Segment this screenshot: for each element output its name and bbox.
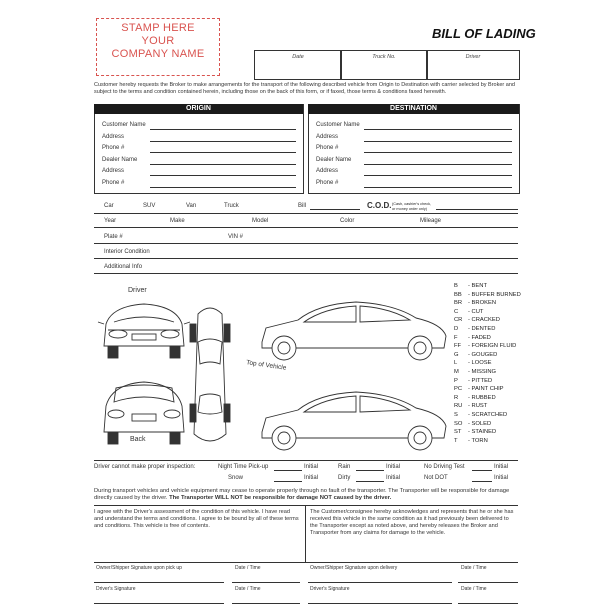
damage-code-item: F - FADED <box>454 334 491 341</box>
no-driving-initial: Initial <box>494 464 509 470</box>
night-initial: Initial <box>304 464 319 470</box>
driver-sig-right-label: Driver's Signature <box>310 586 350 592</box>
type-van[interactable]: Van <box>186 203 197 209</box>
damage-code-item: R - RUBBED <box>454 394 496 401</box>
rain-label: Rain <box>338 464 351 470</box>
driver-view-label: Driver <box>128 287 147 294</box>
origin-field-line[interactable] <box>150 164 296 165</box>
damage-code-label: BENT <box>471 283 488 289</box>
dirty-initial: Initial <box>386 475 401 481</box>
no-driving-label: No Driving Test <box>424 464 465 470</box>
truck-label: Truck No. <box>372 54 396 60</box>
destination-field-label: Dealer Name <box>316 156 352 163</box>
damage-code-item: PC - PAINT CHIP <box>454 386 504 393</box>
damage-code-item: M - MISSING <box>454 369 497 375</box>
damage-code-label: RUST <box>471 403 488 410</box>
not-dot-label: Not DOT <box>424 475 448 481</box>
stamp-line3: COMPANY NAME <box>111 48 205 60</box>
vehicle-diagram[interactable] <box>94 284 450 460</box>
damage-code-item: P - PITTED <box>454 377 493 384</box>
damage-code-label: SCRATCHED <box>471 412 508 418</box>
damage-code-item: G - GOUGED <box>454 351 498 358</box>
transport-notice-text: During transport vehicles and vehicle equipment may cease to operate properly through no fault of the transporter. The Transporter will be responsible for damage directly caused by the driver. <box>94 488 510 501</box>
damage-code: BB <box>454 291 462 298</box>
destination-field-label: Phone # <box>316 179 339 186</box>
destination-field-line[interactable] <box>364 187 512 188</box>
damage-code-item: L - LOOSE <box>454 360 492 367</box>
damage-code-label: DENTED <box>471 326 496 332</box>
agree-right-text: The Customer/consignee hereby acknowledges and represents that he or she has received this vehicle in the same condition as it had previously been delivered to the Transporter except as noted above, and hereby releases the Broker and Transporter from any claims for damage to the vehicle. <box>310 509 514 536</box>
driver-field[interactable] <box>426 50 520 80</box>
damage-code-label: CUT <box>471 308 484 315</box>
damage-code: F <box>454 334 458 341</box>
damage-code-item: BR - BROKEN <box>454 300 497 307</box>
driver-date-left-line[interactable] <box>232 603 300 604</box>
side-view-right-car <box>262 392 446 450</box>
damage-code-item: CR - CRACKED <box>454 317 500 324</box>
driver-date-right-label: Date / Time <box>461 586 487 592</box>
damage-code-item: B - BENT <box>454 283 488 289</box>
damage-code: ST <box>454 429 462 436</box>
back-view-label: Back <box>130 436 146 443</box>
mileage-label: Mileage <box>420 218 442 224</box>
origin-field-line[interactable] <box>150 187 296 188</box>
front-view-car <box>98 304 190 358</box>
type-suv[interactable]: SUV <box>143 203 156 209</box>
damage-code-item: T - TORN <box>454 437 488 444</box>
driver-label: Driver <box>465 54 481 60</box>
driver-date-left-label: Date / Time <box>235 586 261 592</box>
damage-code: G <box>454 351 459 358</box>
destination-field-label: Phone # <box>316 145 339 151</box>
origin-field-line[interactable] <box>150 152 296 153</box>
driver-date-right-line[interactable] <box>458 603 518 604</box>
damage-code-item: D - DENTED <box>454 326 496 332</box>
origin-field-label: Phone # <box>102 179 125 186</box>
damage-code: M <box>454 369 459 375</box>
damage-code-label: TORN <box>471 437 488 444</box>
driver-sig-left-line[interactable] <box>94 603 224 604</box>
pickup-date-line[interactable] <box>232 582 300 583</box>
damage-code: RU <box>454 403 463 410</box>
interior-label: Interior Condition <box>104 249 150 255</box>
origin-field-line[interactable] <box>150 129 296 130</box>
damage-code-label: BROKEN <box>471 300 497 307</box>
driver-sig-left-label: Driver's Signature <box>96 586 136 592</box>
pickup-date-label: Date / Time <box>235 565 261 571</box>
origin-field-label: Address <box>102 133 125 140</box>
destination-field-line[interactable] <box>364 175 512 176</box>
cod-note: (Cash, cashier's check, or money order only) <box>392 202 432 211</box>
damage-code: B <box>454 283 458 289</box>
stamp-line2: YOUR <box>141 35 175 47</box>
transport-notice <box>94 488 518 502</box>
agree-left-text: I agree with the Driver's assessment of the condition of this vehicle. I have read and understand the terms and conditions. I agree to be bound by all of these terms and conditions. This vehicle is free of contents. <box>94 509 299 529</box>
owner-delivery-label: Owner/Shipper Signature upon delivery <box>310 565 398 571</box>
make-label: Make <box>170 218 185 224</box>
driver-sig-right-line[interactable] <box>308 603 452 604</box>
damage-code: C <box>454 308 459 315</box>
transport-notice-bold: The Transporter WILL NOT be responsible for damage NOT caused by the driver. <box>169 495 392 501</box>
delivery-date-label: Date / Time <box>461 565 487 571</box>
vin-label: VIN # <box>228 234 244 240</box>
destination-heading: DESTINATION <box>308 104 519 114</box>
destination-field-label: Address <box>316 133 339 140</box>
owner-delivery-signature-line[interactable] <box>308 582 452 583</box>
origin-heading: ORIGIN <box>94 104 303 114</box>
damage-code-label: PITTED <box>471 377 493 384</box>
damage-code-label: STAINED <box>471 429 497 436</box>
year-label: Year <box>104 218 117 224</box>
top-view-label: Top of Vehicle <box>245 359 287 372</box>
damage-code-item: FF - FOREIGN FLUID <box>454 343 517 350</box>
damage-code: S <box>454 412 458 418</box>
night-label: Night Time Pick-up <box>218 464 269 470</box>
rain-initial: Initial <box>386 464 401 470</box>
date-label: Date <box>292 54 304 60</box>
snow-initial: Initial <box>304 475 319 481</box>
date-field[interactable] <box>254 50 342 80</box>
origin-field-line[interactable] <box>150 141 296 142</box>
origin-field-label: Dealer Name <box>102 156 138 163</box>
origin-field-label: Customer Name <box>102 122 146 128</box>
stamp-box <box>96 18 220 76</box>
damage-code-item: RU - RUST <box>454 403 488 410</box>
damage-code-label: FOREIGN FLUID <box>471 343 517 350</box>
not-dot-initial: Initial <box>494 475 509 481</box>
damage-code-label: LOOSE <box>471 360 492 367</box>
damage-code-item: ST - STAINED <box>454 429 497 436</box>
destination-field-label: Address <box>316 168 339 174</box>
damage-code: CR <box>454 317 463 324</box>
destination-field-label: Customer Name <box>316 122 360 128</box>
snow-label: Snow <box>228 475 244 481</box>
type-truck[interactable]: Truck <box>224 203 239 209</box>
damage-code-label: CRACKED <box>471 317 500 324</box>
origin-field-label: Phone # <box>102 145 125 151</box>
destination-field-line[interactable] <box>364 164 512 165</box>
damage-code-item: C - CUT <box>454 308 484 315</box>
damage-code-label: BUFFER BURNED <box>471 291 521 298</box>
origin-field-label: Address <box>102 168 125 174</box>
cod-label: C.O.D. <box>367 201 392 210</box>
damage-code: FF <box>454 343 462 350</box>
stamp-line1: STAMP HERE <box>121 22 195 34</box>
damage-code-item: SO - SOLED <box>454 420 492 427</box>
model-label: Model <box>252 218 269 224</box>
form-title: BILL OF LADING <box>432 26 536 41</box>
dirty-label: Dirty <box>338 475 351 481</box>
type-car[interactable]: Car <box>104 203 114 209</box>
destination-field-line[interactable] <box>364 141 512 142</box>
damage-code-label: PAINT CHIP <box>471 386 504 393</box>
damage-code: D <box>454 326 459 332</box>
cannot-inspect-label: Driver cannot make proper inspection: <box>94 464 196 470</box>
destination-field-line[interactable] <box>364 129 512 130</box>
color-label: Color <box>340 218 355 224</box>
damage-code: BR <box>454 300 463 307</box>
damage-code: PC <box>454 386 463 393</box>
side-view-left-car <box>262 302 446 360</box>
top-view-car <box>190 308 230 441</box>
damage-code: L <box>454 360 458 367</box>
damage-code-label: MISSING <box>471 369 497 375</box>
damage-code-item: BB - BUFFER BURNED <box>454 291 521 298</box>
additional-label: Additional Info <box>104 264 143 270</box>
damage-code-label: SOLED <box>471 420 492 427</box>
damage-code-label: RUBBED <box>471 394 496 401</box>
delivery-date-line[interactable] <box>458 582 518 583</box>
intro-text: Customer hereby requests the Broker to make arrangements for the transport of the following described vehicle from Origin to Destination with carrier selected by Broker and subject to the terms and condition contained herein, including those on the back of this form, or if faxed, those terms & conditions faxed herewith. <box>94 82 515 95</box>
damage-code: R <box>454 394 459 401</box>
damage-code: SO <box>454 420 463 427</box>
owner-pickup-signature-line[interactable] <box>94 582 224 583</box>
damage-code: T <box>454 437 458 444</box>
back-view-car <box>104 382 184 444</box>
bill-label: Bill <box>298 203 307 209</box>
destination-box <box>308 104 520 194</box>
damage-code-label: GOUGED <box>471 351 498 358</box>
damage-code: P <box>454 377 458 384</box>
destination-field-line[interactable] <box>364 152 512 153</box>
damage-code-item: S - SCRATCHED <box>454 412 508 418</box>
origin-box <box>94 104 304 194</box>
truck-no-field[interactable] <box>340 50 428 80</box>
owner-pickup-label: Owner/Shipper Signature upon pick up <box>96 565 182 571</box>
origin-field-line[interactable] <box>150 175 296 176</box>
damage-code-label: FADED <box>471 334 491 341</box>
plate-label: Plate # <box>104 234 123 240</box>
